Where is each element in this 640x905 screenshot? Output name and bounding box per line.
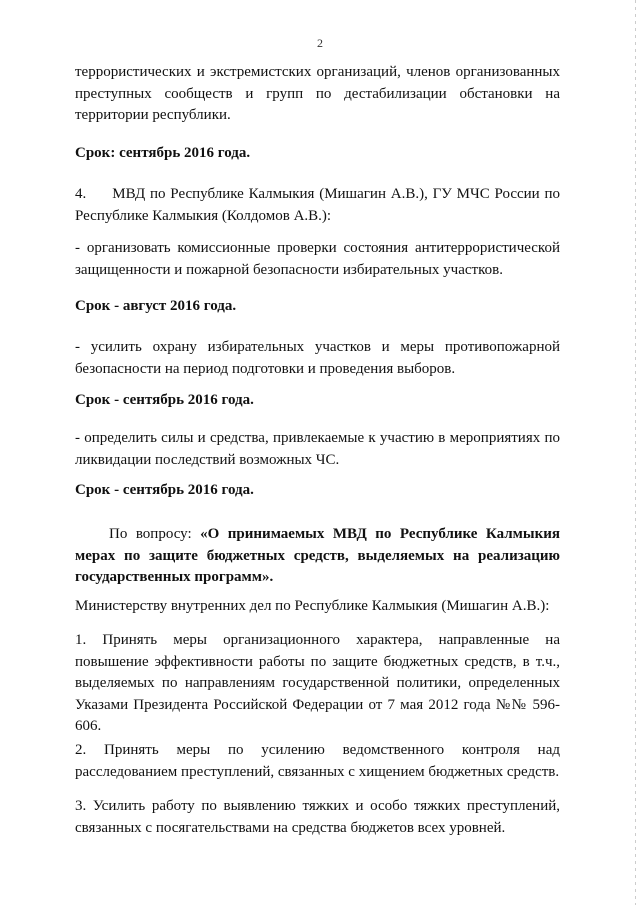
question-title: «О принимаемых МВД по Республике Калмыкия мерах по защите бюджетных средств, выделяемых на реализацию государственных программ».	[75, 526, 560, 585]
task-2: - усилить охрану избирательных участков и меры противопожарной безопасности на период подготовки и проведения выборов.	[75, 339, 560, 377]
item-4-number: 4.	[75, 186, 87, 202]
intro-paragraph	[75, 62, 560, 127]
point-2: 2. Принять меры по усилению ведомственного контроля над расследованием преступлений, связанных с хищением бюджетных средств.	[75, 742, 560, 780]
question-prefix: По вопросу:	[109, 526, 201, 542]
deadline-1: Срок: сентябрь 2016 года.	[75, 145, 251, 161]
task-1: - организовать комиссионные проверки состояния антитеррористической защищенности и пожарной безопасности избирательных участков.	[75, 240, 560, 278]
intro-text: террористических и экстремистских организаций, членов организованных преступных сообществ и групп по дестабилизации обстановки на территории республики.	[75, 64, 560, 123]
scan-edge-line	[635, 0, 636, 905]
point-3: 3. Усилить работу по выявлению тяжких и особо тяжких преступлений, связанных с посягательствами на средства бюджетов всех уровней.	[75, 798, 560, 836]
item-4-paragraph	[75, 184, 560, 227]
addressee: Министерству внутренних дел по Республике Калмыкия (Мишагин А.В.):	[75, 598, 550, 614]
item-4-text: МВД по Республике Калмыкия (Мишагин А.В.), ГУ МЧС России по Республике Калмыкия (Колдомов А.В.):	[75, 186, 560, 224]
question-paragraph	[75, 524, 560, 589]
point-1: 1. Принять меры организационного характера, направленные на повышение эффективности работы по защите бюджетных средств, в т.ч., выделяемых по направлениям государственной политики, определенных Указами Президента Российской Федерации от 7 мая 2012 года №№ 596-606.	[75, 632, 560, 734]
deadline-3: Срок - сентябрь 2016 года.	[75, 392, 254, 408]
task-3: - определить силы и средства, привлекаемые к участию в мероприятиях по ликвидации последствий возможных ЧС.	[75, 430, 560, 468]
page-number: 2	[317, 36, 323, 50]
deadline-2: Срок - август 2016 года.	[75, 298, 237, 314]
deadline-4: Срок - сентябрь 2016 года.	[75, 482, 254, 498]
